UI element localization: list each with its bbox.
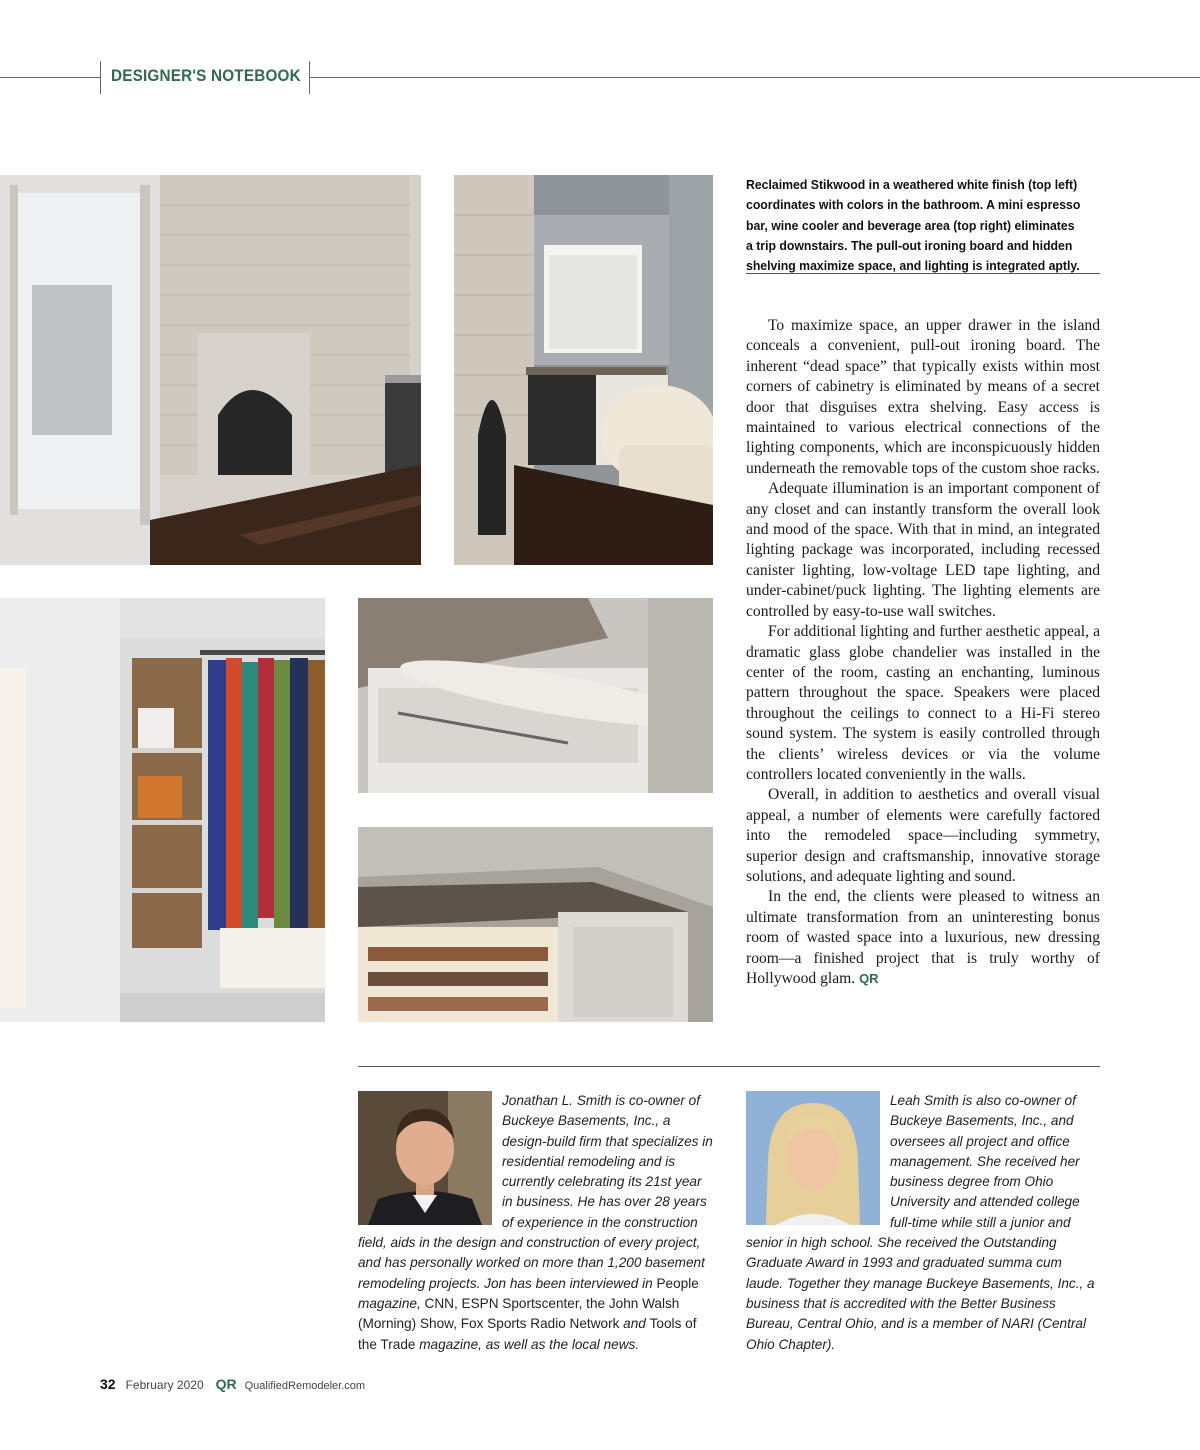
bio-text: Leah Smith is also co-owner of Buckeye Basements, Inc., and oversees all project and office management. She received her business degree from Ohio University and attended college full-time while still a junior and senior in high school. She received the Outstanding Graduate Award in 1993 and graduated summa cum laude. Together they manage Buckeye Basements, Inc., a business that is accredited with the Better Business Bureau, Central Ohio, and is a member of NARI (Central Ohio Chapter). [746,1093,1095,1352]
photo-ironing-board [358,598,713,793]
media-outlets: CNN, ESPN Sportscenter, the John Walsh (Morning) Show, Fox Sports Radio Network [358,1295,680,1332]
issue-date: February 2020 [125,1378,204,1392]
photo-caption: Reclaimed Stikwood in a weathered white finish (top left) coordinates with colors in the bathroom. A mini espresso bar, wine cooler and beverage area (top right) eliminates a trip downstairs. The pull-out ironing board and hidden shelving maximize space, and lighting is integrated aptly. [746,177,1081,274]
article-body [746,316,1100,989]
publication-name: People [656,1275,699,1291]
magazine-logo: QR [215,1376,237,1392]
publication-name: Tools of the Trade [358,1316,697,1352]
photo-fireplace [0,175,421,565]
bio-text: magazine, as well as the local news. [415,1336,640,1352]
photo-closet-clothing [0,598,325,1022]
header-tick-left [100,61,101,94]
caption-rule [746,273,1100,274]
body-paragraph: To maximize space, an upper drawer in the island conceals a convenient, pull-out ironing board. The inherent “dead space” that typically exists within most corners of cabinetry is eliminated by means of a secret door that disguises extra shelving. Easy access is maintained to various electrical connections of the lighting components, which are inconspicuously hidden underneath the removable tops of the custom shoe racks. [746,317,1100,477]
headshot-leah [746,1091,880,1225]
body-paragraph: Overall, in addition to aesthetics and overall visual appeal, a number of elements were carefully factored into the remodeled space—including symmetry, superior design and craftsmanship, innovative storage solutions, and adequate lighting and sound. [746,786,1100,885]
header-rule-right [310,77,1200,78]
bio-rule [358,1066,1100,1067]
body-paragraph-text: In the end, the clients were pleased to witness an ultimate transformation from an uninteresting bonus room of wasted space into a luxurious, new dressing room—a finished project that is truly worthy of Hollywood glam. [746,888,1100,987]
headshot-jonathan [358,1091,492,1225]
photo-shoe-drawer [358,827,713,1022]
photo-beverage-area [454,175,713,565]
section-label: DESIGNER'S NOTEBOOK [111,66,301,85]
body-paragraph: Adequate illumination is an important component of any closet and can instantly transform the overall look and mood of the space. With that in mind, an integrated lighting package was incorporated, including recessed canister lighting, low-voltage LED tape lighting, and under-cabinet/puck lighting. The lighting elements are controlled by easy-to-use wall switches. [746,480,1100,620]
bio-text: magazine, [358,1295,425,1311]
body-paragraph-final [746,887,1100,989]
bio-text: and [619,1316,650,1332]
end-mark: QR [859,971,879,986]
bio-text: Jonathan L. Smith is co-owner of Buckeye Basements, Inc., a design-build firm that specializes in residential remodeling and is currently celebrating its 21st year in business. He has over 28 years of experience in the construction field, aids in the design and construction of every project, and has personally worked on more than 1,200 basement remodeling projects. Jon has been interviewed in [358,1093,713,1291]
header-rule-left [0,77,100,78]
page-footer [100,1376,365,1394]
body-paragraph: For additional lighting and further aesthetic appeal, a dramatic glass globe chandelier was installed in the center of the room, casting an enchanting, luminous pattern throughout the space. Speakers were placed throughout the ceilings to connect to a Hi-Fi stereo sound system. The system is easily controlled through the clients’ wireless devices or via the volume controllers located conveniently in the walls. [746,623,1100,783]
page-number: 32 [100,1376,116,1392]
website-url: QualifiedRemodeler.com [244,1380,366,1392]
bio-jonathan [358,1091,714,1355]
bio-leah [746,1091,1102,1355]
